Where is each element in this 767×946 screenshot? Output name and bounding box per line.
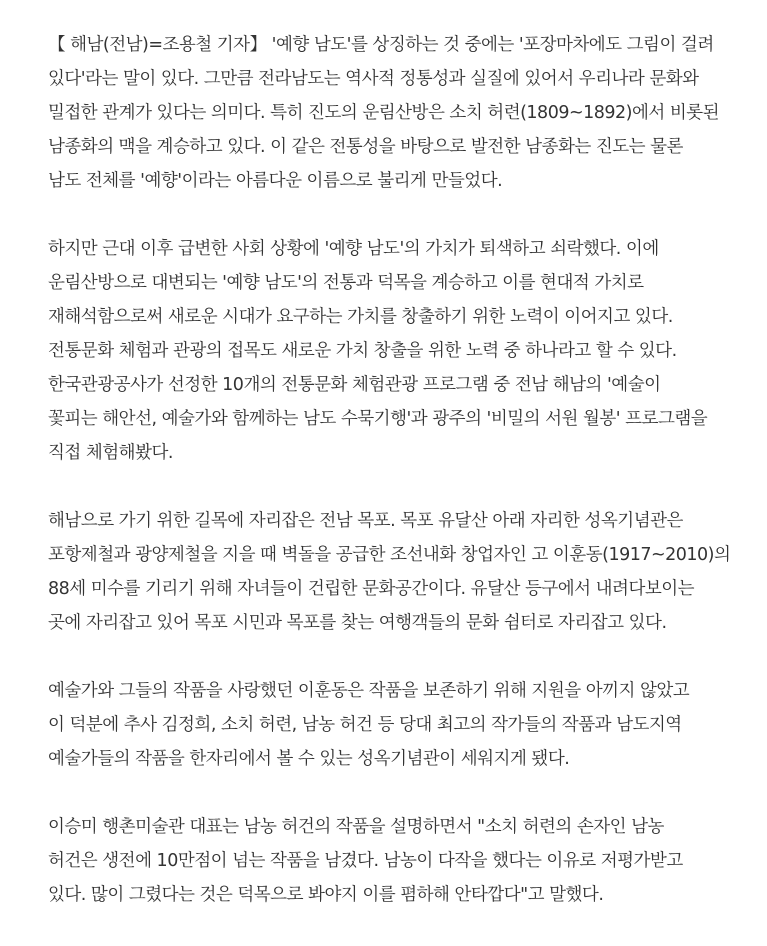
paragraph-4 [48, 674, 763, 776]
text-line: 하지만 근대 이후 급변한 사회 상황에 '예향 남도'의 가치가 퇴색하고 쇠락했다. 이에 [48, 239, 659, 259]
paragraph-3 [48, 504, 763, 640]
text-line: 꽃피는 해안선, 예술가와 함께하는 남도 수묵기행'과 광주의 '비밀의 서원 월봉' 프로그램을 [48, 409, 708, 429]
paragraph-2 [48, 232, 763, 470]
text-line: 곳에 자리잡고 있어 목포 시민과 목포를 찾는 여행객들의 문화 쉼터로 자리잡고 있다. [48, 613, 667, 633]
text-line: 이 덕분에 추사 김정희, 소치 허련, 남농 허건 등 당대 최고의 작가들의 작품과 남도지역 [48, 715, 682, 735]
text-line: 남종화의 맥을 계승하고 있다. 이 같은 전통성을 바탕으로 발전한 남종화는 진도는 물론 [48, 137, 683, 157]
text-line: 해남으로 가기 위한 길목에 자리잡은 전남 목포. 목포 유달산 아래 자리한 성옥기념관은 [48, 511, 683, 531]
text-line: 허건은 생전에 10만점이 넘는 작품을 남겼다. 남농이 다작을 했다는 이유로 저평가받고 [48, 851, 683, 871]
text-line: 직접 체험해봤다. [48, 443, 173, 463]
text-line: 남도 전체를 '예향'이라는 아름다운 이름으로 불리게 만들었다. [48, 171, 503, 191]
text-line: 있다. 많이 그렸다는 것은 덕목으로 봐야지 이를 폄하해 안타깝다"고 말했다. [48, 885, 604, 905]
text-line: 밀접한 관계가 있다는 의미다. 특히 진도의 운림산방은 소치 허련(1809~1892)에서 비롯된 [48, 103, 720, 123]
article-body [48, 28, 763, 946]
text-line: 【 해남(전남)=조용철 기자】 '예향 남도'를 상징하는 것 중에는 '포장마차에도 그림이 걸려 [48, 35, 714, 55]
text-line: 88세 미수를 기리기 위해 자녀들이 건립한 문화공간이다. 유달산 등구에서 내려다보이는 [48, 579, 695, 599]
text-line: 이승미 행촌미술관 대표는 남농 허건의 작품을 설명하면서 "소치 허련의 손자인 남농 [48, 817, 664, 837]
text-line: 운림산방으로 대변되는 '예향 남도'의 전통과 덕목을 계승하고 이를 현대적 가치로 [48, 273, 644, 293]
text-line: 예술가와 그들의 작품을 사랑했던 이훈동은 작품을 보존하기 위해 지원을 아끼지 않았고 [48, 681, 690, 701]
text-line: 한국관광공사가 선정한 10개의 전통문화 체험관광 프로그램 중 전남 해남의 '예술이 [48, 375, 661, 395]
text-line: 예술가들의 작품을 한자리에서 볼 수 있는 성옥기념관이 세워지게 됐다. [48, 749, 570, 769]
text-line: 포항제철과 광양제철을 지을 때 벽돌을 공급한 조선내화 창업자인 고 이훈동(1917~2010)의 [48, 545, 731, 565]
text-line: 전통문화 체험과 관광의 접목도 새로운 가치 창출을 위한 노력 중 하나라고 할 수 있다. [48, 341, 677, 361]
paragraph-1 [48, 28, 763, 198]
text-line: 있다'라는 말이 있다. 그만큼 전라남도는 역사적 정통성과 실질에 있어서 우리나라 문화와 [48, 69, 699, 89]
paragraph-5 [48, 810, 763, 912]
text-line: 재해석함으로써 새로운 시대가 요구하는 가치를 창출하기 위한 노력이 이어지고 있다. [48, 307, 673, 327]
